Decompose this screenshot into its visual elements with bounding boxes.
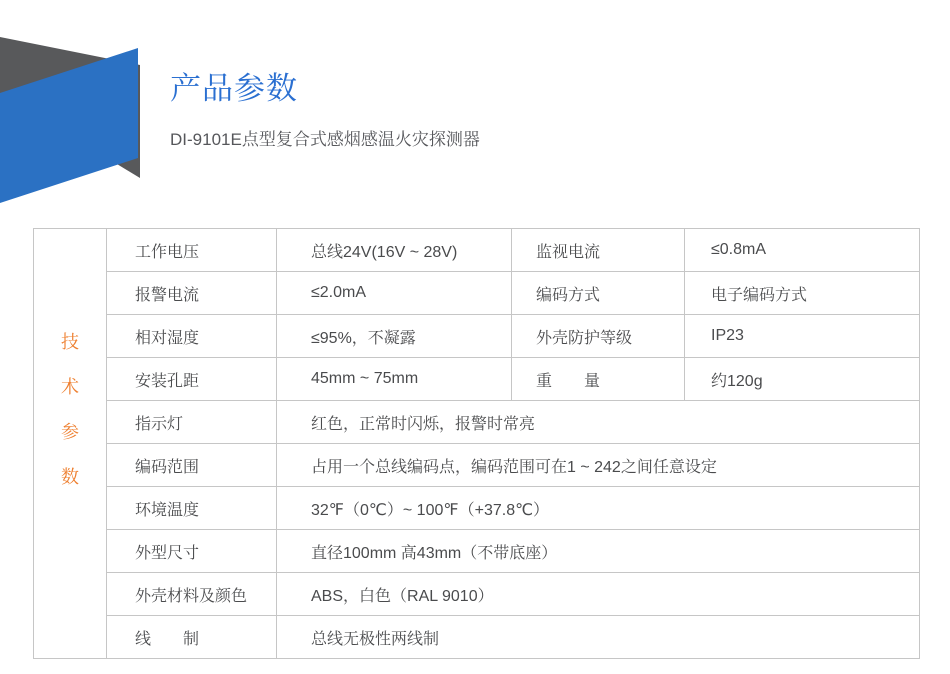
ribbon-gray-shape	[0, 0, 142, 212]
side-label-char: 参	[61, 422, 79, 442]
param-value: 32℉（0℃）~ 100℉（+37.8℃）	[277, 487, 920, 530]
table-row	[34, 487, 920, 530]
param-label: 监视电流	[512, 229, 685, 272]
side-label	[34, 328, 106, 489]
param-label: 报警电流	[107, 272, 277, 315]
param-label: 编码方式	[512, 272, 685, 315]
table-row	[34, 616, 920, 659]
header-ribbon-decoration	[0, 0, 142, 212]
param-label: 环境温度	[107, 487, 277, 530]
param-label: 工作电压	[107, 229, 277, 272]
param-value: 总线无极性两线制	[277, 616, 920, 659]
table-row	[34, 573, 920, 616]
table-row	[34, 530, 920, 573]
param-label: 指示灯	[107, 401, 277, 444]
param-label: 相对湿度	[107, 315, 277, 358]
side-label-char: 数	[61, 467, 79, 487]
side-label-char: 术	[61, 377, 79, 397]
param-label: 外壳材料及颜色	[107, 573, 277, 616]
param-value: 占用一个总线编码点，编码范围可在1 ~ 242之间任意设定	[277, 444, 920, 487]
table-row	[34, 358, 920, 401]
param-label: 外壳防护等级	[512, 315, 685, 358]
param-value: 直径100mm 高43mm（不带底座）	[277, 530, 920, 573]
spec-table	[33, 228, 920, 659]
side-label-cell	[34, 229, 107, 659]
param-label: 线 制	[107, 616, 277, 659]
param-label: 重 量	[512, 358, 685, 401]
param-value: ≤2.0mA	[277, 272, 512, 315]
param-label: 编码范围	[107, 444, 277, 487]
param-value: 约120g	[685, 358, 920, 401]
param-value: ≤95%，不凝露	[277, 315, 512, 358]
ribbon-blue-shape	[0, 0, 142, 212]
table-row	[34, 272, 920, 315]
product-model-subtitle: DI-9101E点型复合式感烟感温火灾探测器	[170, 130, 480, 149]
table-row	[34, 315, 920, 358]
param-label: 外型尺寸	[107, 530, 277, 573]
table-row	[34, 444, 920, 487]
param-value: IP23	[685, 315, 920, 358]
param-value: 电子编码方式	[685, 272, 920, 315]
param-value: 45mm ~ 75mm	[277, 358, 512, 401]
page-title: 产品参数	[170, 71, 298, 106]
table-row	[34, 401, 920, 444]
param-value: 红色，正常时闪烁，报警时常亮	[277, 401, 920, 444]
param-value: 总线24V(16V ~ 28V)	[277, 229, 512, 272]
param-value: ≤0.8mA	[685, 229, 920, 272]
param-value: ABS，白色（RAL 9010）	[277, 573, 920, 616]
side-label-char: 技	[61, 332, 79, 352]
table-row	[34, 229, 920, 272]
param-label: 安装孔距	[107, 358, 277, 401]
